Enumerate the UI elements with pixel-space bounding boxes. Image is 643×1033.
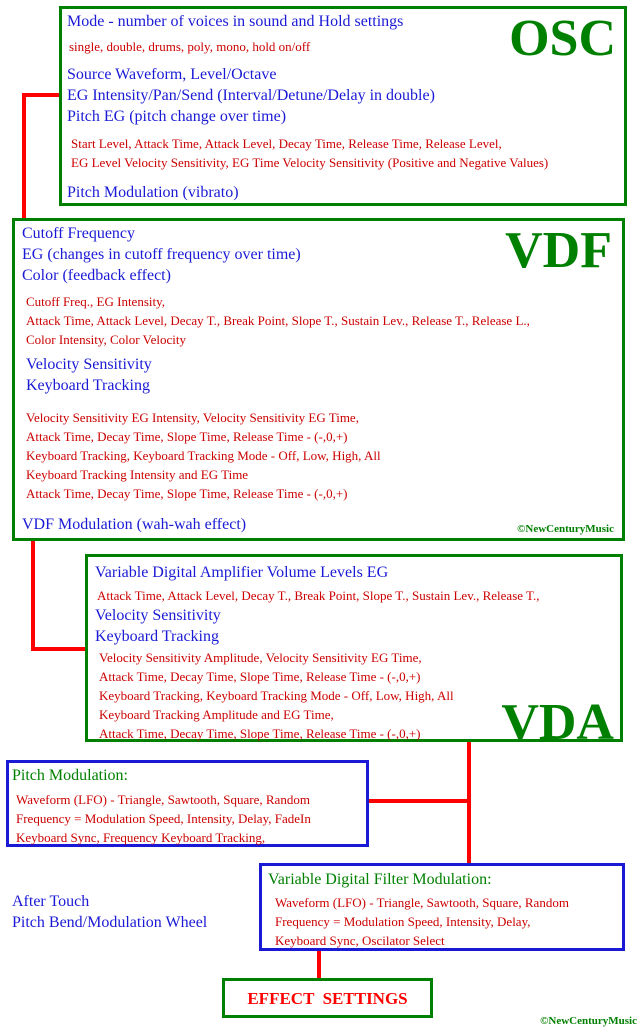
vdf-eg: EG (changes in cutoff frequency over time) [22, 246, 301, 263]
vdf-title: VDF [505, 222, 612, 279]
vdf-modulation: VDF Modulation (wah-wah effect) [22, 516, 247, 533]
osc-pitch-mod: Pitch Modulation (vibrato) [67, 184, 239, 201]
filter-modulation-detail-3: Keyboard Sync, Oscilator Select [275, 933, 445, 948]
vdf-copyright: ©NewCenturyMusic [517, 523, 614, 535]
osc-title: OSC [509, 10, 616, 67]
effect-settings-box [222, 978, 433, 1018]
osc-mode: Mode - number of voices in sound and Hold settings [67, 13, 404, 30]
vda-detail-3: Attack Time, Decay Time, Slope Time, Release Time - (-,0,+) [99, 669, 421, 684]
filter-modulation-title: Variable Digital Filter Modulation: [268, 871, 492, 888]
vdf-detail-3: Color Intensity, Color Velocity [26, 332, 186, 347]
connector-pitchmod-h [368, 799, 471, 803]
vdf-color: Color (feedback effect) [22, 267, 171, 284]
after-touch-label: After Touch [12, 893, 90, 910]
vdf-detail-1: Cutoff Freq., EG Intensity, [26, 294, 166, 309]
vdf-cutoff: Cutoff Frequency [22, 225, 136, 242]
vda-detail-6: Attack Time, Decay Time, Slope Time, Release Time - (-,0,+) [99, 726, 421, 741]
vdf-detail-8: Attack Time, Decay Time, Slope Time, Release Time - (-,0,+) [26, 486, 348, 501]
osc-box [59, 6, 627, 206]
vda-detail-1: Attack Time, Attack Level, Decay T., Break Point, Slope T., Sustain Lev., Release T., [97, 588, 540, 603]
vdf-detail-6: Keyboard Tracking, Keyboard Tracking Mode - Off, Low, High, All [26, 448, 381, 463]
pitch-modulation-detail-3: Keyboard Sync, Frequency Keyboard Tracking, [16, 830, 266, 845]
connector-osc-h [22, 93, 62, 97]
vdf-velocity: Velocity Sensitivity [26, 356, 152, 373]
connector-effect-v [317, 948, 321, 980]
effect-settings-title: EFFECT SETTINGS [247, 989, 408, 1008]
vdf-detail-4: Velocity Sensitivity EG Intensity, Velocity Sensitivity EG Time, [26, 410, 359, 425]
connector-vdf-v [31, 540, 35, 650]
vdf-detail-7: Keyboard Tracking Intensity and EG Time [26, 467, 249, 482]
vda-box [85, 554, 623, 751]
vda-title: VDA [501, 694, 614, 751]
filter-modulation-box [259, 863, 625, 951]
osc-pitch-eg: Pitch EG (pitch change over time) [67, 108, 287, 125]
pitch-modulation-box [6, 760, 369, 847]
osc-detail-2: EG Level Velocity Sensitivity, EG Time Velocity Sensitivity (Positive and Negative Values) [71, 155, 549, 170]
filter-modulation-detail-2: Frequency = Modulation Speed, Intensity, Delay, [275, 914, 531, 929]
vdf-box [12, 218, 625, 541]
vdf-detail-2: Attack Time, Attack Level, Decay T., Break Point, Slope T., Sustain Lev., Release T., Release L., [26, 313, 530, 328]
connector-vdf-h [31, 647, 87, 651]
vdf-detail-5: Attack Time, Decay Time, Slope Time, Release Time - (-,0,+) [26, 429, 348, 444]
filter-modulation-detail-1: Waveform (LFO) - Triangle, Sawtooth, Square, Random [275, 895, 569, 910]
pitch-modulation-detail-2: Frequency = Modulation Speed, Intensity, Delay, FadeIn [16, 811, 311, 826]
pitch-bend-label: Pitch Bend/Modulation Wheel [12, 914, 208, 931]
vda-velocity: Velocity Sensitivity [95, 607, 221, 624]
osc-detail-1: Start Level, Attack Time, Attack Level, Decay Time, Release Time, Release Level, [71, 136, 502, 151]
osc-eg-intensity: EG Intensity/Pan/Send (Interval/Detune/Delay in double) [67, 87, 435, 104]
vda-keyboard: Keyboard Tracking [95, 628, 219, 645]
vda-detail-2: Velocity Sensitivity Amplitude, Velocity Sensitivity EG Time, [99, 650, 422, 665]
vda-detail-5: Keyboard Tracking Amplitude and EG Time, [99, 707, 334, 722]
pitch-modulation-detail-1: Waveform (LFO) - Triangle, Sawtooth, Square, Random [16, 792, 310, 807]
pitch-modulation-title: Pitch Modulation: [12, 767, 128, 784]
vda-detail-4: Keyboard Tracking, Keyboard Tracking Mode - Off, Low, High, All [99, 688, 454, 703]
osc-mode-options: single, double, drums, poly, mono, hold on/off [69, 39, 311, 54]
vdf-keyboard: Keyboard Tracking [26, 377, 150, 394]
vda-head: Variable Digital Amplifier Volume Levels EG [95, 564, 389, 581]
connector-osc-v [22, 93, 26, 220]
osc-source: Source Waveform, Level/Octave [67, 66, 277, 83]
footer-copyright: ©NewCenturyMusic [540, 1015, 637, 1027]
